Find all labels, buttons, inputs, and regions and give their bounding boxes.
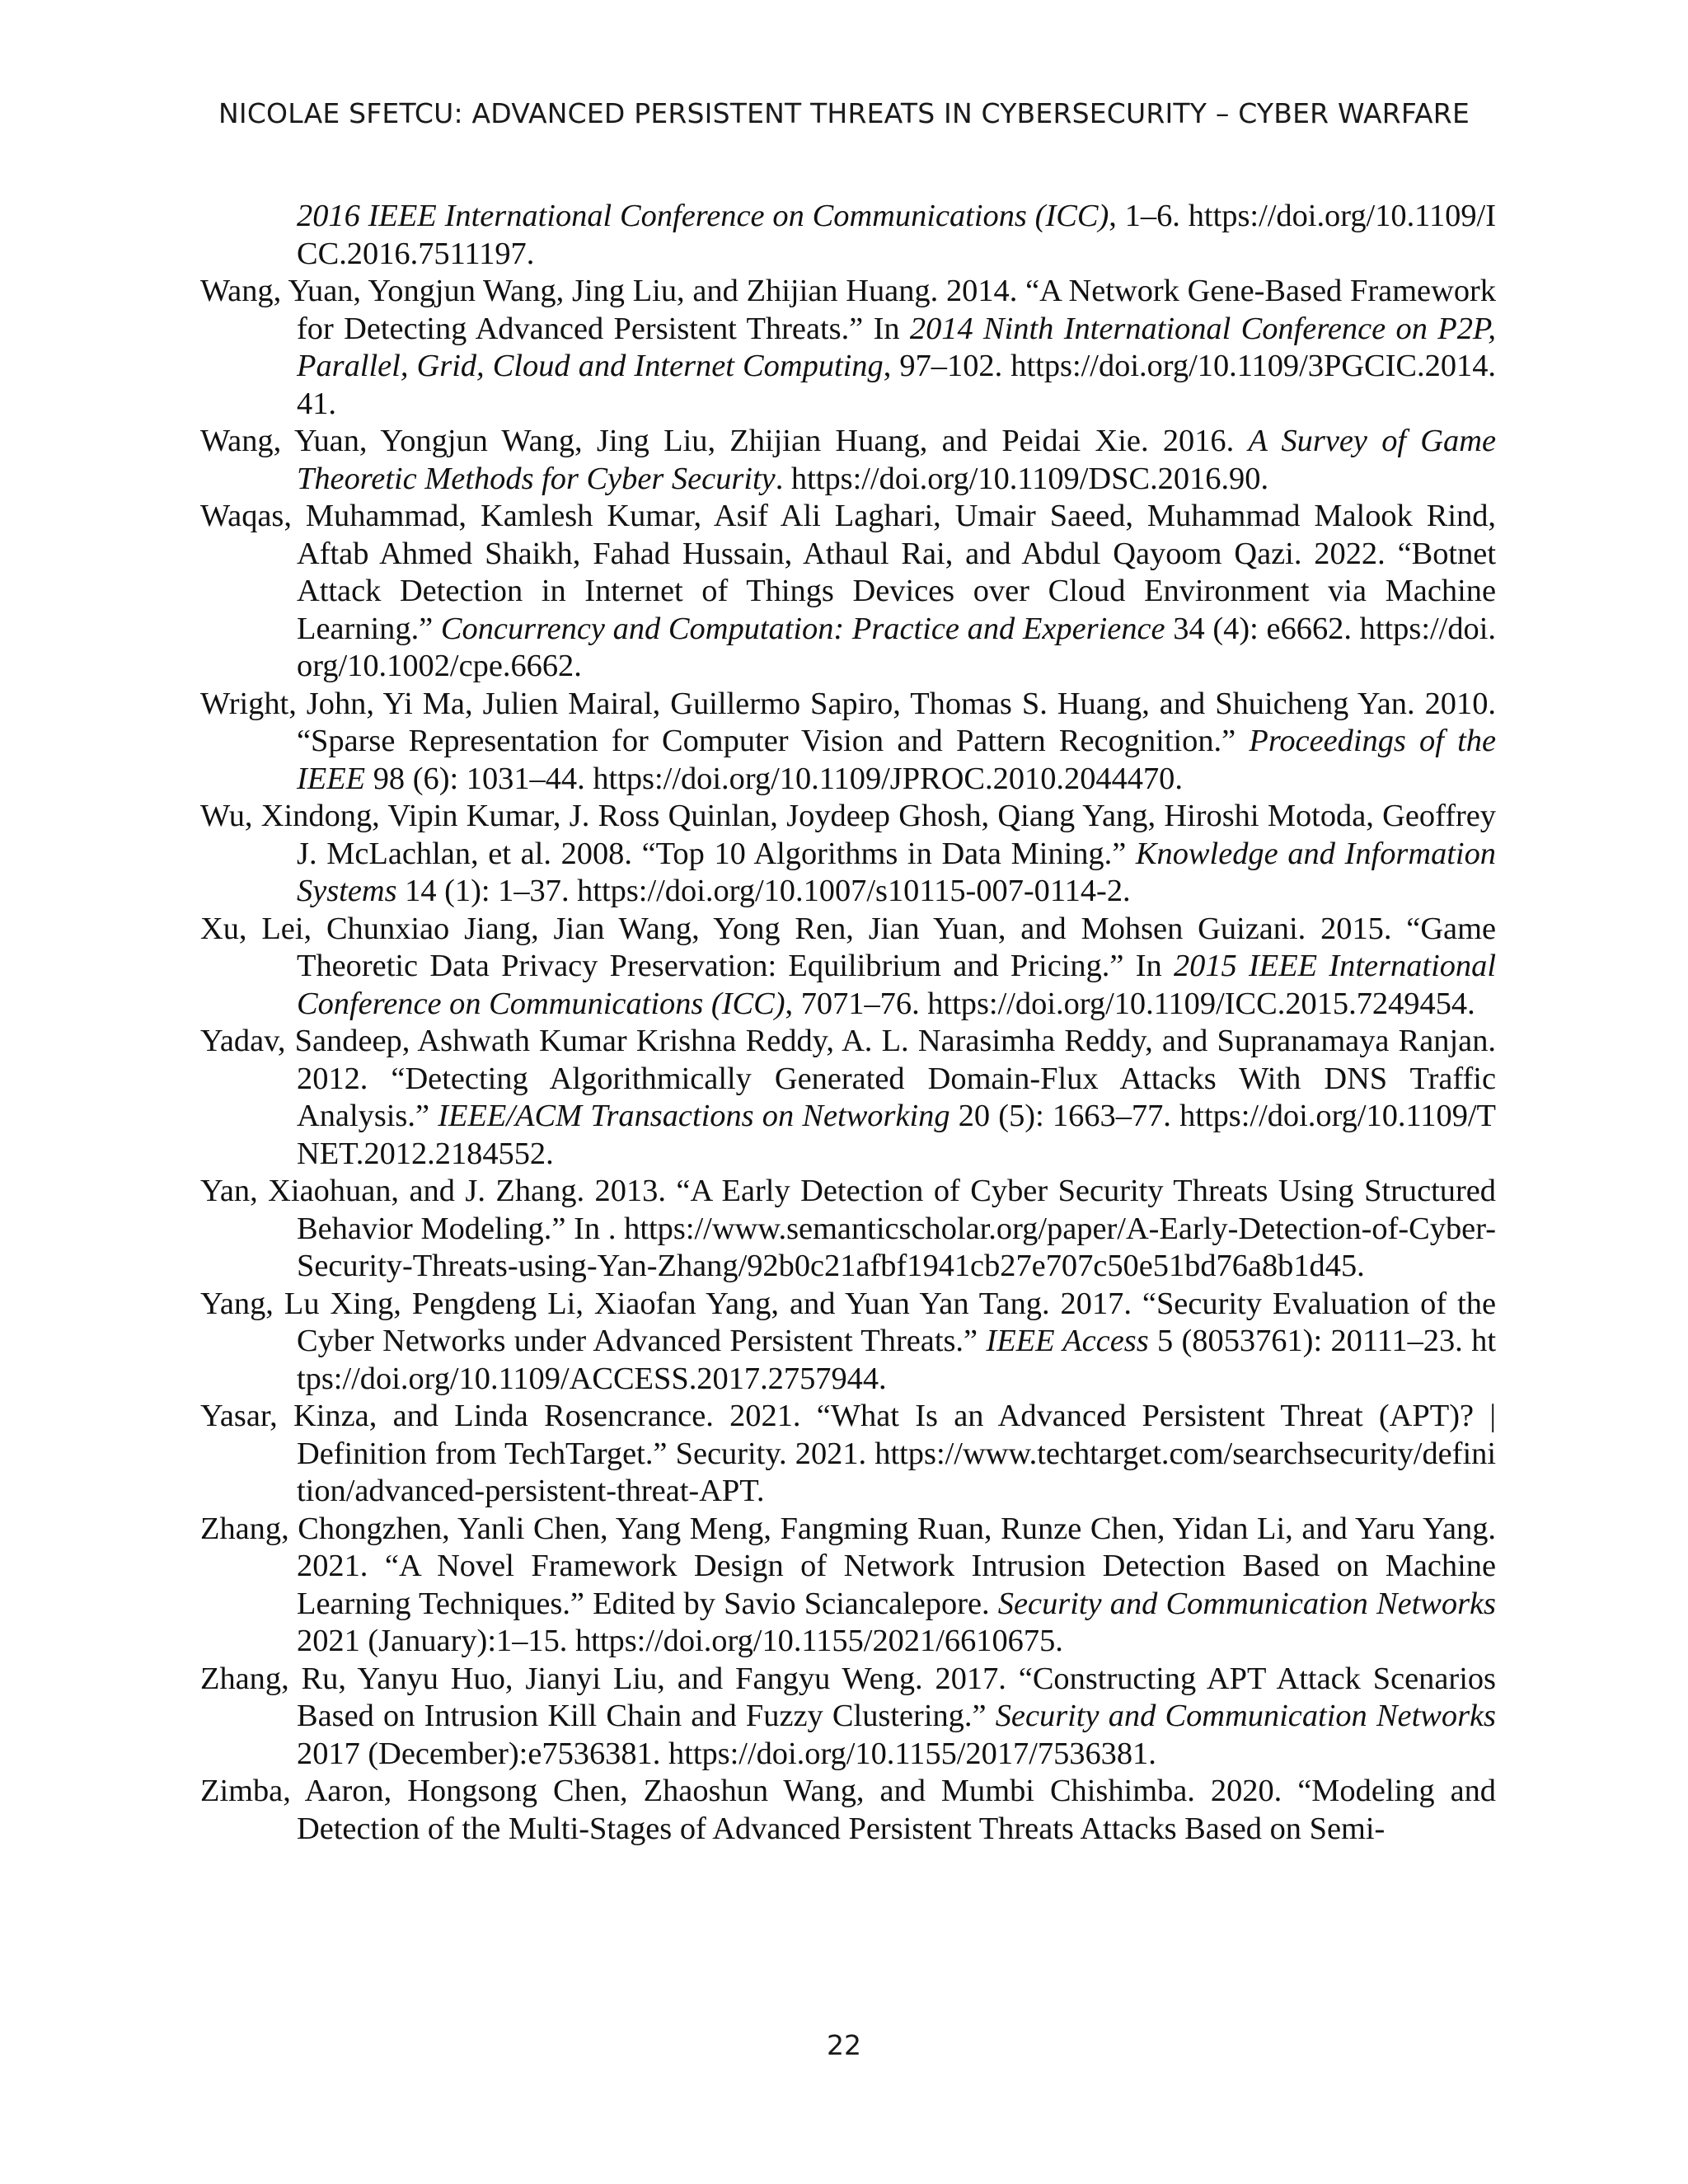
reference-source: IEEE/ACM Transactions on Networking [438, 1099, 950, 1133]
reference-details: , 97–102. [883, 349, 1011, 383]
reference-list [200, 198, 1496, 1848]
reference-entry [200, 198, 1496, 273]
reference-doi-link[interactable]: https://doi.org/10.1109/ACCESS.2017.2757944. [297, 1324, 1496, 1396]
reference-doi-link[interactable]: https://doi.org/10.1109/3PGCIC.2014.41. [297, 349, 1497, 421]
reference-details: 98 (6): 1031–44. [365, 761, 593, 796]
reference-entry [200, 1661, 1496, 1774]
reference-text: Yadav, Sandeep, Ashwath Kumar Krishna Reddy, A. L. Narasimha Reddy, and Supranamaya Ranjan. 2012. “Detecting Algorithmically Generated Domain-Flux Attacks With DNS Traffic Analysis.” [200, 1024, 1496, 1133]
reference-entry [200, 798, 1496, 911]
reference-source: Knowledge and Information Systems [297, 836, 1496, 908]
reference-source: 2016 IEEE International Conference on Communications (ICC) [297, 199, 1109, 233]
reference-entry [200, 1173, 1496, 1286]
reference-text: Zhang, Chongzhen, Yanli Chen, Yang Meng, Fangming Ruan, Runze Chen, Yidan Li, and Yaru Yang. 2021. “A Novel Framework Design of Network Intrusion Detection Based on Machine Learning Techniques.” Edited by Savio Sciancalepore. [200, 1511, 1496, 1621]
reference-source: 2015 IEEE International Conference on Communications (ICC) [297, 949, 1496, 1021]
reference-web-link[interactable]: https://www.semanticscholar.org/paper/A-Early-Detection-of-Cyber-Security-Threats-using-Yan-Zhang/92b0c21afbf1941cb27e707c50e51bd76a8b1d45. [297, 1211, 1496, 1283]
reference-details: 20 (5): 1663–77. [950, 1099, 1180, 1133]
reference-doi-link[interactable]: https://doi.org/10.1109/ICC.2016.7511197. [297, 199, 1496, 271]
reference-text: Wang, Yuan, Yongjun Wang, Jing Liu, and Zhijian Huang. 2014. “A Network Gene-Based Framework for Detecting Advanced Persistent Threats.” In [200, 274, 1496, 346]
running-header: NICOLAE SFETCU: ADVANCED PERSISTENT THREATS IN CYBERSECURITY – CYBER WARFARE [218, 97, 1470, 129]
reference-entry [200, 1773, 1496, 1848]
reference-entry [200, 1398, 1496, 1511]
reference-source: Security and Communication Networks [997, 1586, 1496, 1621]
reference-doi-link[interactable]: https://doi.org/10.1002/cpe.6662. [297, 611, 1496, 683]
reference-details: 34 (4): e6662. [1165, 611, 1360, 646]
reference-details: , 1–6. [1109, 199, 1189, 233]
reference-source: IEEE Access [986, 1324, 1149, 1358]
reference-details: 5 (8053761): 20111–23. [1148, 1324, 1472, 1358]
reference-text: Zhang, Ru, Yanyu Huo, Jianyi Liu, and Fangyu Weng. 2017. “Constructing APT Attack Scenarios Based on Intrusion Kill Chain and Fuzzy Clustering.” [200, 1661, 1496, 1733]
reference-text: Zimba, Aaron, Hongsong Chen, Zhaoshun Wang, and Mumbi Chishimba. 2020. “Modeling and Detection of the Multi-Stages of Advanced Persistent Threats Attacks Based on Semi- [200, 1774, 1496, 1846]
reference-doi-link[interactable]: https://doi.org/10.1109/ICC.2015.7249454. [927, 986, 1475, 1021]
reference-doi-link[interactable]: https://doi.org/10.1109/JPROC.2010.2044470. [593, 761, 1183, 796]
reference-text: Yasar, Kinza, and Linda Rosencrance. 2021. “What Is an Advanced Persistent Threat (APT)? | Definition from TechTarget.” Security. 2021. [200, 1399, 1496, 1471]
reference-entry [200, 498, 1496, 686]
reference-source: 2014 Ninth International Conference on P2P, Parallel, Grid, Cloud and Internet Computing [297, 311, 1496, 383]
reference-entry [200, 1023, 1496, 1173]
reference-entry [200, 1286, 1496, 1399]
reference-entry [200, 273, 1496, 423]
reference-doi-link[interactable]: https://doi.org/10.1109/TNET.2012.2184552. [297, 1099, 1497, 1171]
reference-text: Waqas, Muhammad, Kamlesh Kumar, Asif Ali Laghari, Umair Saeed, Muhammad Malook Rind, Aftab Ahmed Shaikh, Fahad Hussain, Athaul Rai, and Abdul Qayoom Qazi. 2022. “Botnet Attack Detection in Internet of Things Devices over Cloud Environment via Machine Learning.” [200, 499, 1496, 646]
reference-details: . [775, 461, 791, 496]
reference-details: , 7071–76. [785, 986, 928, 1021]
reference-doi-link[interactable]: https://doi.org/10.1109/DSC.2016.90. [790, 461, 1269, 496]
reference-entry [200, 686, 1496, 799]
reference-details: 2021 (January):1–15. [297, 1624, 575, 1658]
reference-web-link[interactable]: https://www.techtarget.com/searchsecurity/definition/advanced-persistent-threat-APT. [297, 1436, 1496, 1508]
reference-source: A Survey of Game Theoretic Methods for Cyber Security [297, 424, 1496, 496]
reference-text: Wright, John, Yi Ma, Julien Mairal, Guillermo Sapiro, Thomas S. Huang, and Shuicheng Yan. 2010. “Sparse Representation for Computer Vision and Pattern Recognition.” [200, 686, 1496, 758]
reference-doi-link[interactable]: https://doi.org/10.1155/2017/7536381. [668, 1736, 1156, 1771]
reference-text: Wang, Yuan, Yongjun Wang, Jing Liu, Zhijian Huang, and Peidai Xie. 2016. [200, 424, 1249, 458]
reference-text: Wu, Xindong, Vipin Kumar, J. Ross Quinlan, Joydeep Ghosh, Qiang Yang, Hiroshi Motoda, Geoffrey J. McLachlan, et al. 2008. “Top 10 Algorithms in Data Mining.” [200, 799, 1496, 871]
reference-entry [200, 423, 1496, 498]
reference-entry [200, 1511, 1496, 1661]
reference-source: Concurrency and Computation: Practice and Experience [440, 611, 1165, 646]
reference-source: Proceedings of the IEEE [297, 724, 1496, 796]
reference-text: Yan, Xiaohuan, and J. Zhang. 2013. “A Early Detection of Cyber Security Threats Using Structured Behavior Modeling.” In . [200, 1174, 1496, 1246]
reference-details: 2017 (December):e7536381. [297, 1736, 668, 1771]
reference-doi-link[interactable]: https://doi.org/10.1007/s10115-007-0114-2. [577, 874, 1131, 908]
reference-text: Yang, Lu Xing, Pengdeng Li, Xiaofan Yang, and Yuan Yan Tang. 2017. “Security Evaluation of the Cyber Networks under Advanced Persistent Threats.” [200, 1286, 1496, 1358]
reference-doi-link[interactable]: https://doi.org/10.1155/2021/6610675. [574, 1624, 1063, 1658]
reference-text: Xu, Lei, Chunxiao Jiang, Jian Wang, Yong Ren, Jian Yuan, and Mohsen Guizani. 2015. “Game Theoretic Data Privacy Preservation: Equilibrium and Pricing.” In [200, 911, 1496, 983]
reference-source: Security and Communication Networks [995, 1699, 1496, 1733]
reference-details: 14 (1): 1–37. [396, 874, 578, 908]
reference-entry [200, 911, 1496, 1024]
page-number: 22 [827, 2029, 861, 2061]
